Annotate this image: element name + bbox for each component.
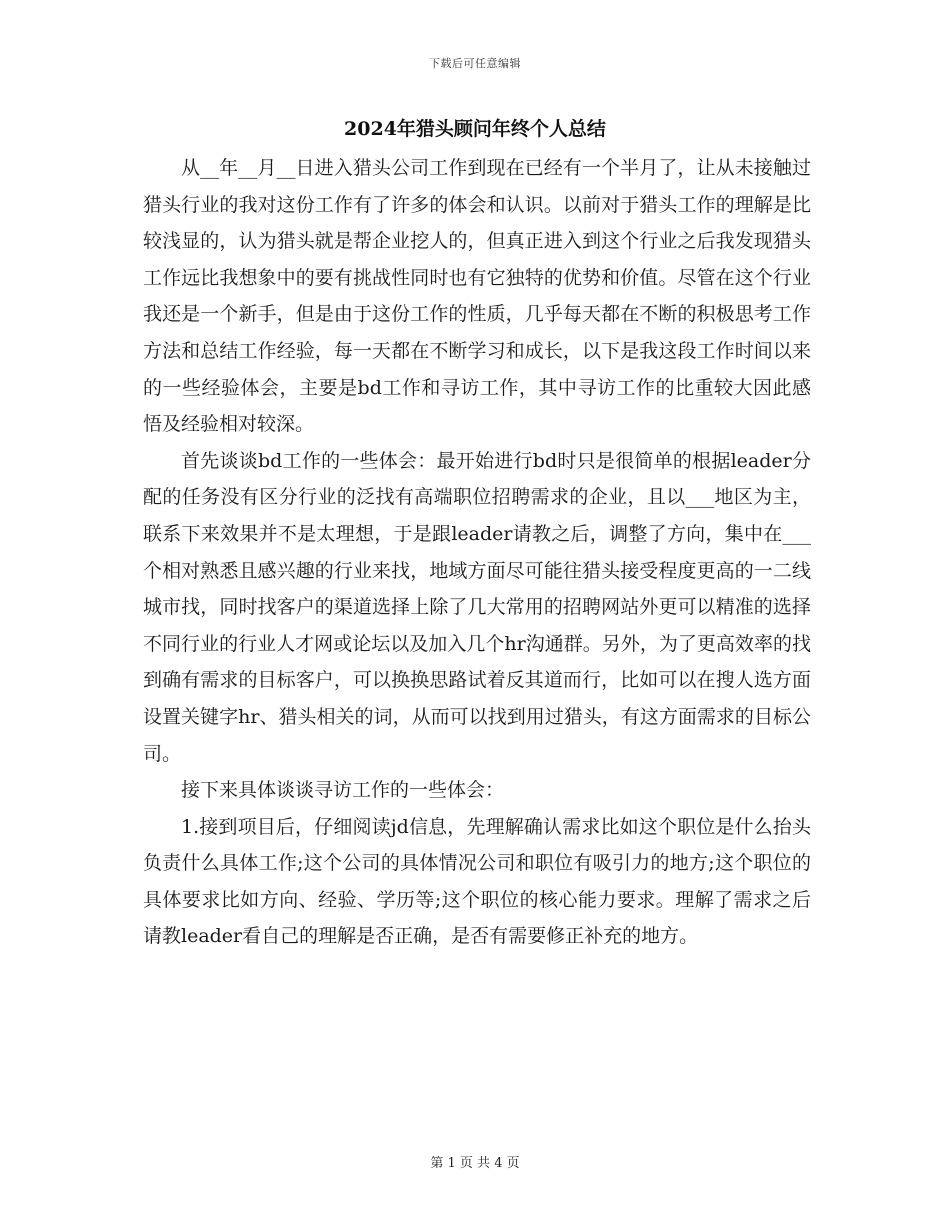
page-header-note: 下载后可任意编辑 <box>429 57 521 70</box>
paragraph-search-intro: 接下来具体谈谈寻访工作的一些体会： <box>181 779 505 802</box>
document-body <box>143 150 811 955</box>
paragraph-search-point-1: 1.接到项目后，仔细阅读jd信息，先理解确认需求比如这个职位是什么抬头负责什么具体工作;这个公司的具体情况公司和职位有吸引力的地方;这个职位的具体要求比如方向、经验、学历等;这个职位的核心能力要求。理解了需求之后请教leader看自己的理解是否正确，是否有需要修正补充的地方。 <box>143 815 811 948</box>
paragraph-intro: 从__年__月__日进入猎头公司工作到现在已经有一个半月了，让从未接触过猎头行业的我对这份工作有了许多的体会和认识。以前对于猎头工作的理解是比较浅显的，认为猎头就是帮企业挖人的，但真正进入到这个行业之后我发现猎头工作远比我想象中的要有挑战性同时也有它独特的优势和价值。尽管在这个行业我还是一个新手，但是由于这份工作的性质，几乎每天都在不断的积极思考工作方法和总结工作经验，每一天都在不断学习和成长，以下是我这段工作时间以来的一些经验体会，主要是bd工作和寻访工作，其中寻访工作的比重较大因此感悟及经验相对较深。 <box>143 157 811 436</box>
page-number: 第 1 页 共 4 页 <box>430 1156 520 1171</box>
document-title: 2024年猎头顾问年终个人总结 <box>344 118 606 140</box>
paragraph-bd-experience: 首先谈谈bd工作的一些体会：最开始进行bd时只是很简单的根据leader分配的任务没有区分行业的泛找有高端职位招聘需求的企业，且以___地区为主，联系下来效果并不是太理想，于是跟leader请教之后，调整了方向，集中在___个相对熟悉且感兴趣的行业来找，地域方面尽可能往猎头接受程度更高的一二线城市找，同时找客户的渠道选择上除了几大常用的招聘网站外更可以精准的选择不同行业的行业人才网或论坛以及加入几个hr沟通群。另外，为了更高效率的找到确有需求的目标客户，可以换换思路试着反其道而行，比如可以在搜人选方面设置关键字hr、猎头相关的词，从而可以找到用过猎头，有这方面需求的目标公司。 <box>143 449 811 765</box>
